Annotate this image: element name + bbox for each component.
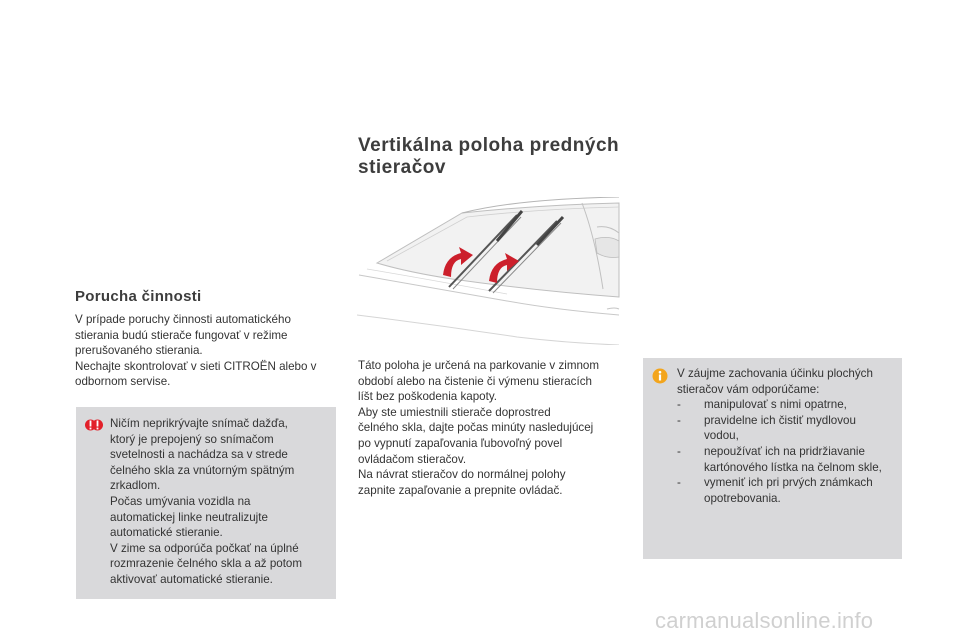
dash-bullet: - <box>677 413 681 427</box>
text-line: pravidelne ich čistiť mydlovou <box>704 413 856 427</box>
text-line: vodou, <box>704 429 739 443</box>
text-line: manipulovať s nimi opatrne, <box>704 398 847 412</box>
heading-line: Vertikálna poloha predných <box>358 135 620 156</box>
malfunction-paragraph <box>75 312 340 390</box>
text-line: stierania budú stierače fungovať v režime <box>75 328 288 342</box>
text-line: Na návrat stieračov do normálnej polohy <box>358 468 566 482</box>
text-line: Počas umývania vozidla na <box>110 494 251 508</box>
dash-bullet: - <box>677 398 681 412</box>
list-item <box>677 475 899 506</box>
text-line: stieračov vám odporúčame: <box>677 382 820 396</box>
vertical-position-paragraph <box>358 358 623 498</box>
text-line: zrkadlom. <box>110 479 161 493</box>
text-line: Aby ste umiestnili stierače doprostred <box>358 405 551 419</box>
section-heading-malfunction: Porucha činnosti <box>75 288 202 305</box>
text-line: po vypnutí zapaľovania ľubovoľný povel <box>358 436 563 450</box>
text-line: nepoužívať ich na pridržiavanie <box>704 444 865 458</box>
text-line: kartónového lístka na čelnom skle, <box>704 460 882 474</box>
text-line: období alebo na čistenie či výmenu stieracích <box>358 374 592 388</box>
windscreen-wipers-illustration <box>357 197 622 350</box>
text-line: ovládačom stieračov. <box>358 452 467 466</box>
text-line: V zime sa odporúča počkať na úplné <box>110 541 299 555</box>
text-line: líšt bez poškodenia kapoty. <box>358 390 497 404</box>
text-line: Nechajte skontrolovať v sieti CITROËN alebo v <box>75 359 317 373</box>
text-line: Táto poloha je určená na parkovanie v zimnom <box>358 359 600 372</box>
list-item <box>677 444 899 475</box>
text-line: čelného skla, dajte počas minúty nasledujúcej <box>358 421 594 435</box>
text-line: V záujme zachovania účinku plochých <box>677 367 873 380</box>
dash-bullet: - <box>677 444 681 458</box>
info-icon <box>652 368 668 389</box>
list-item <box>677 397 899 413</box>
text-line: aktivovať automatické stieranie. <box>110 572 273 586</box>
heading-line: stieračov <box>358 157 446 178</box>
text-line: vymeniť ich pri prvých známkach <box>704 476 873 490</box>
text-line: V prípade poruchy činnosti automatického <box>75 313 291 326</box>
text-line: svetelnosti a nachádza sa v strede <box>110 448 288 462</box>
watermark: carmanualsonline.info <box>655 608 874 633</box>
text-line: automatické stieranie. <box>110 526 223 540</box>
text-line: prerušovaného stierania. <box>75 344 203 358</box>
text-line: odbornom servise. <box>75 375 171 389</box>
dash-bullet: - <box>677 476 681 490</box>
warning-box <box>76 407 336 599</box>
exclamation-icon <box>85 417 103 438</box>
text-line: Ničím neprikrývajte snímač dažďa, <box>110 417 288 430</box>
warning-text <box>110 416 330 588</box>
section-heading-vertical-position <box>358 135 628 179</box>
text-line: ktorý je prepojený so snímačom <box>110 432 274 446</box>
text-line: rozmrazenie čelného skla a až potom <box>110 557 303 571</box>
list-item <box>677 413 899 444</box>
info-box <box>643 358 902 559</box>
info-text <box>677 366 899 506</box>
text-line: čelného skla za vnútorným spätným <box>110 463 295 477</box>
text-line: zapnite zapaľovanie a prepnite ovládač. <box>358 483 563 497</box>
text-line: opotrebovania. <box>704 491 781 505</box>
text-line: automatickej linke neutralizujte <box>110 510 268 524</box>
